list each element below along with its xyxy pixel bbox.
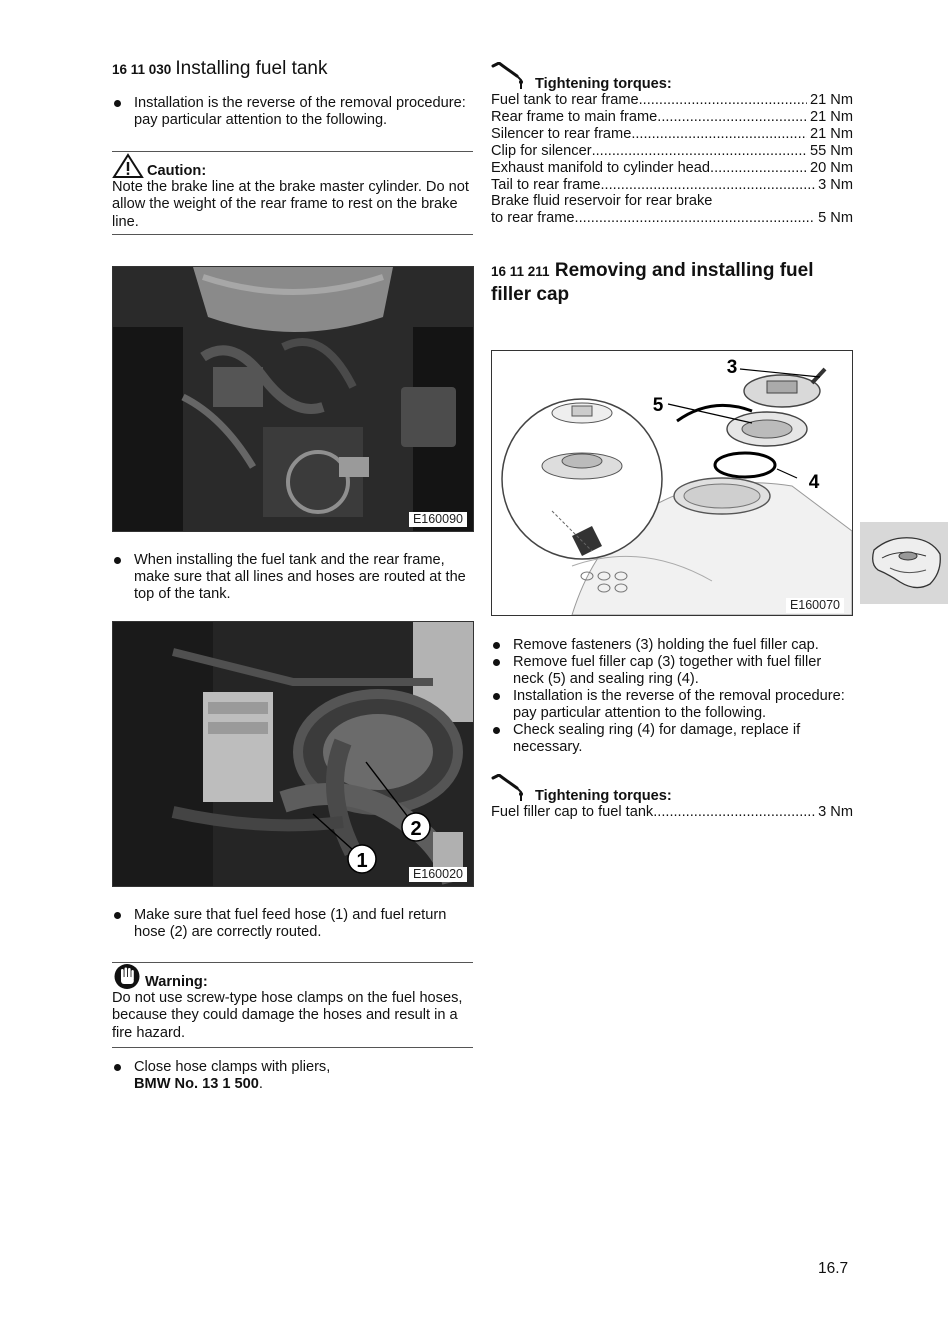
torque-value: 5 Nm [818, 210, 853, 227]
torque-row [491, 92, 853, 109]
torque-row [491, 143, 853, 160]
section-code: 16 11 211 [491, 264, 550, 279]
bullet-list-right [491, 637, 853, 756]
warning-title: Warning: [145, 974, 208, 990]
list-item-end: . [258, 1076, 263, 1092]
bullet-list-3 [112, 907, 472, 941]
callout-3: 3 [726, 357, 738, 378]
page-number: 16.7 [818, 1260, 849, 1277]
list-item: Remove fasteners (3) holding the fuel filler cap. [491, 637, 853, 654]
list-item: When installing the fuel tank and the rear frame, make sure that all lines and hoses are routed at the top of the tank. [112, 552, 472, 603]
torque-row [491, 160, 853, 177]
divider [112, 234, 473, 235]
torque-value: 55 Nm [810, 142, 853, 159]
torque-value: 21 Nm [810, 125, 853, 142]
list-item: Remove fuel filler cap (3) together with fuel filler neck (5) and sealing ring (4). [491, 654, 853, 688]
section-code: 16 11 030 [112, 62, 172, 77]
torque-label: Brake fluid reservoir for rear brake [491, 193, 713, 210]
caution-triangle-icon [112, 153, 144, 179]
figure-fuel-tank-area-photo [112, 266, 474, 532]
bullet-list-2 [112, 552, 472, 603]
divider [112, 1047, 473, 1048]
torque-row-multiline-head [491, 193, 853, 210]
list-item: Installation is the reverse of the removal procedure: pay particular attention to the following. [491, 688, 853, 722]
torques-title: Tightening torques: [535, 76, 672, 92]
caution-body: Note the brake line at the brake master cylinder. Do not allow the weight of the rear frame to rest on the brake line. [112, 179, 469, 230]
torques-list [491, 92, 853, 227]
torque-label: Exhaust manifold to cylinder head [491, 159, 711, 176]
chapter-tab [860, 522, 948, 604]
torque-label: Rear frame to main frame [491, 108, 658, 125]
torque-label: Fuel filler cap to fuel tank [491, 804, 654, 820]
figure-label: E160020 [409, 867, 467, 882]
torque-label: Silencer to rear frame [491, 125, 632, 142]
list-item: Make sure that fuel feed hose (1) and fuel return hose (2) are correctly routed. [112, 907, 472, 941]
torque-value: 21 Nm [810, 92, 853, 108]
hose-routing-photo-illustration [113, 622, 473, 886]
section-title: Installing fuel tank [175, 58, 328, 79]
figure-label: E160090 [409, 512, 467, 527]
figure-fuel-filler-cap-diagram [491, 350, 853, 616]
torque-value: 3 Nm [818, 804, 853, 820]
torques-block-2 [491, 774, 853, 821]
section-heading-installing-fuel-tank [112, 58, 474, 80]
torque-label: Tail to rear frame [491, 176, 601, 193]
list-item: Installation is the reverse of the removal procedure: pay particular attention to the following. [112, 95, 472, 129]
divider [112, 151, 473, 152]
torques-title: Tightening torques: [535, 788, 672, 804]
torque-label: Fuel tank to rear frame [491, 92, 639, 108]
caution-title: Caution: [147, 163, 207, 179]
list-item: Check sealing ring (4) for damage, replace if necessary. [491, 722, 853, 756]
torque-value: 3 Nm [818, 176, 853, 193]
figure-fuel-hoses-photo [112, 621, 474, 887]
caution-note [112, 153, 474, 231]
torques-block-1 [491, 62, 853, 227]
torque-wrench-icon [491, 62, 531, 92]
callout-5: 5 [652, 395, 664, 416]
filler-cap-exploded-diagram [492, 351, 852, 615]
figure-label: E160070 [786, 598, 844, 613]
torque-label: Clip for silencer [491, 142, 592, 159]
torque-value: 20 Nm [810, 159, 853, 176]
torque-row [491, 109, 853, 126]
torque-row [491, 177, 853, 194]
torque-wrench-icon [491, 774, 531, 804]
engine-bay-photo-illustration [113, 267, 473, 531]
torque-value: 21 Nm [810, 108, 853, 125]
torque-row [491, 804, 853, 821]
callout-4: 4 [808, 472, 820, 493]
bullet-list-1 [112, 95, 472, 129]
list-item-text: Close hose clamps with pliers, [134, 1059, 331, 1075]
warning-hand-icon [112, 963, 142, 990]
warning-body: Do not use screw-type hose clamps on the fuel hoses, because they could damage the hoses and result in a fire hazard. [112, 990, 463, 1041]
section-heading-fuel-filler-cap [491, 259, 861, 306]
callout-2: 2 [410, 818, 422, 840]
torque-label: to rear frame [491, 210, 575, 227]
fuel-tank-chapter-icon [860, 522, 948, 604]
tool-number: BMW No. 13 1 500 [134, 1076, 259, 1092]
section-title-line2: filler cap [491, 284, 570, 305]
torque-row [491, 126, 853, 143]
bullet-list-4 [112, 1059, 472, 1093]
callout-1: 1 [356, 850, 368, 872]
warning-note [112, 963, 474, 1042]
torque-row [491, 210, 853, 227]
section-title-line1: Removing and installing fuel [554, 260, 814, 281]
list-item [112, 1059, 472, 1093]
